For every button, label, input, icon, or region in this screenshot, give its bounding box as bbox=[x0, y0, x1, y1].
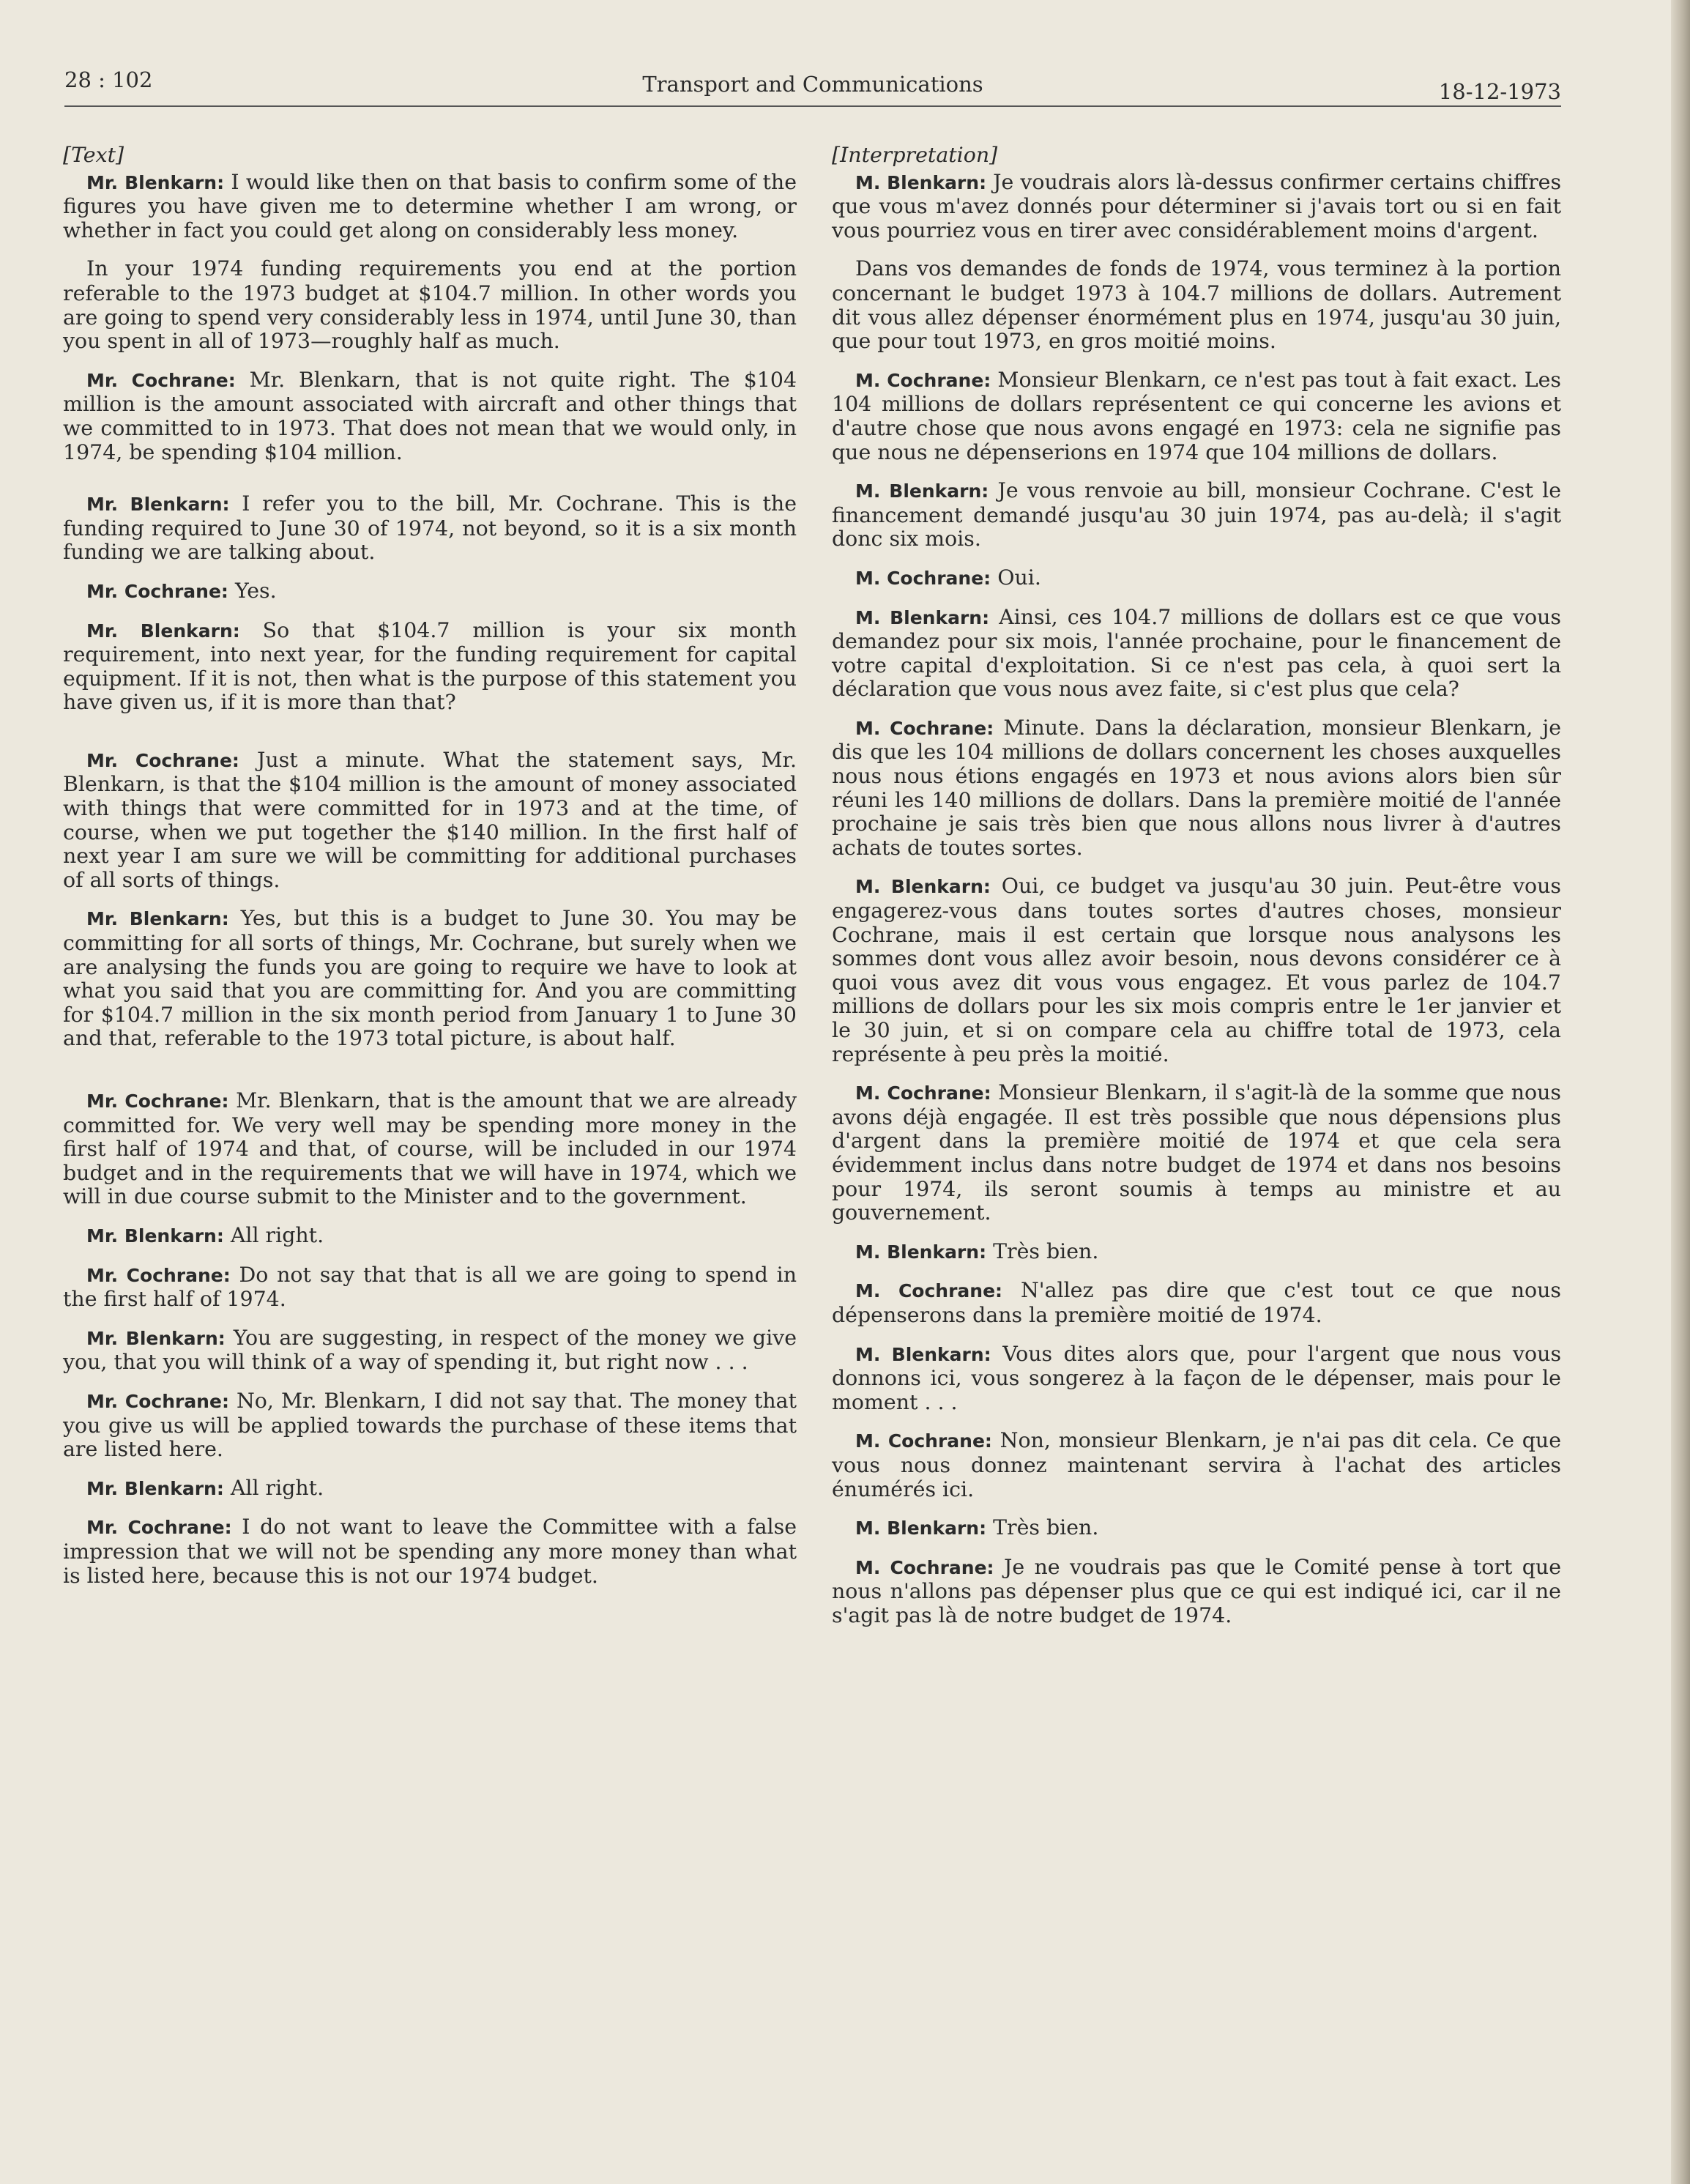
speaker: M. Blenkarn: bbox=[855, 606, 990, 628]
speech: I would like then on that basis to confirm some of the figures you have given me to determine whether I am wrong, or whether in fact you could get along on considerably less money. bbox=[63, 169, 797, 242]
speech: All right. bbox=[223, 1475, 324, 1500]
paragraph bbox=[63, 492, 797, 565]
paragraph bbox=[63, 171, 797, 243]
speech: Minute. Dans la déclaration, monsieur Blenkarn, je dis que les 104 millions de dollars concernent les choses auxquelles nous nous étions engagés en 1973 et nous avions alors bien sûr réuni les 140 millions de dollars. Dans la première moitié de l'année prochaine je sais très bien que nous allons nous livrer à d'autres achats de toutes sortes. bbox=[832, 715, 1561, 860]
speaker: Mr. Blenkarn: bbox=[86, 1477, 224, 1499]
speaker: Mr. Cochrane: bbox=[86, 1517, 232, 1539]
paragraph bbox=[63, 619, 797, 715]
speaker: M. Cochrane: bbox=[855, 1082, 991, 1104]
speech: No, Mr. Blenkarn, I did not say that. The money that you give us will be applied towards the purchase of these items that are listed here. bbox=[63, 1388, 797, 1462]
page-header bbox=[64, 63, 1561, 107]
paragraph bbox=[63, 907, 797, 1051]
speaker: M. Cochrane: bbox=[855, 1556, 994, 1578]
speech: Mr. Blenkarn, that is the amount that we are already committed for. We very well may be spending more money in the first half of 1974 and that, of course, will be included in our 1974 budget and in the requirements that we will have in 1974, which we will in due course submit to the Minister and to the government. bbox=[63, 1088, 797, 1209]
paragraph bbox=[832, 368, 1561, 464]
speaker: Mr. Cochrane: bbox=[86, 369, 236, 391]
speaker: M. Cochrane: bbox=[855, 1430, 992, 1452]
interpretation-tag: [Interpretation] bbox=[832, 143, 998, 167]
speaker: Mr. Blenkarn: bbox=[86, 1225, 224, 1247]
speech: You are suggesting, in respect of the money we give you, that you will think of a way of spending it, but right now . . . bbox=[63, 1325, 797, 1375]
speech: Très bien. bbox=[986, 1238, 1099, 1263]
header-rule bbox=[64, 105, 1561, 107]
speaker: M. Blenkarn: bbox=[855, 876, 991, 898]
speech: Dans vos demandes de fonds de 1974, vous terminez à la portion concernant le budget 1973 à 104.7 millions de dollars. Autrement dit vous allez dépenser énormément plus en 1974, jusqu'au 30 juin, que pour tout 1973, en gros moitié moins. bbox=[832, 256, 1561, 354]
speech: Just a minute. What the statement says, Mr. Blenkarn, is that the $104 million is the amount of money associated with things that were committed for in 1973 and at the time, of course, when we put together the $140 million. In the first half of next year I am sure we will be committing for additional purchases of all sorts of things. bbox=[63, 747, 797, 892]
paragraph bbox=[63, 257, 797, 353]
speech: Do not say that that is all we are going to spend in the first half of 1974. bbox=[63, 1262, 797, 1312]
paragraph bbox=[63, 1224, 797, 1249]
paragraph bbox=[832, 1081, 1561, 1225]
paragraph bbox=[832, 716, 1561, 861]
speaker: M. Cochrane: bbox=[855, 717, 994, 739]
paragraph bbox=[832, 606, 1561, 702]
speech: Monsieur Blenkarn, ce n'est pas tout à fait exact. Les 104 millions de dollars représentent ce qui concerne les avions et d'autre chose que nous avons engagé en 1973: cela ne signifie pas que nous ne dépenserions en 1974 que 104 millions de dollars. bbox=[832, 367, 1561, 464]
speech: Oui, ce budget va jusqu'au 30 juin. Peut-être vous engagerez-vous dans toutes sortes d'autres choses, monsieur Cochrane, mais il est certain que lorsque nous analysons les sommes dont vous allez avoir besoin, nous devons considérer ce à quoi vous avez dit vous vous engagez. Et vous parlez de 104.7 millions de dollars pour les six mois compris entre le 1er janvier et le 30 juin, et si on compare cela au chiffre total de 1973, cela représente à peu près la moitié. bbox=[832, 874, 1561, 1066]
speech: Je voudrais alors là-dessus confirmer certains chiffres que vous m'avez donnés pour déterminer si j'avais tort ou si en fait vous pourriez vous en tirer avec considérablement moins d'argent. bbox=[832, 169, 1562, 242]
speech: Très bien. bbox=[986, 1515, 1099, 1540]
speech: I do not want to leave the Committee with a false impression that we will not be spending any more money than what is listed here, because this is not our 1974 budget. bbox=[63, 1515, 797, 1588]
speech: Oui. bbox=[991, 565, 1041, 590]
paragraph bbox=[832, 479, 1561, 551]
speaker: M. Cochrane: bbox=[855, 1280, 1003, 1302]
paragraph bbox=[63, 1389, 797, 1462]
page-number: 28 : 102 bbox=[64, 67, 153, 92]
speaker: Mr. Blenkarn: bbox=[86, 171, 225, 193]
paragraph bbox=[63, 1477, 797, 1501]
speaker: M. Cochrane: bbox=[855, 369, 991, 391]
speaker: Mr. Cochrane: bbox=[86, 1264, 231, 1286]
speaker: Mr. Blenkarn: bbox=[86, 908, 229, 930]
speaker: M. Blenkarn: bbox=[855, 1518, 987, 1539]
speaker: M. Blenkarn: bbox=[855, 1241, 987, 1263]
paragraph bbox=[832, 566, 1561, 591]
speech: So that $104.7 million is your six month requirement, into next year, for the funding requirement for capital equipment. If it is not, then what is the purpose of this statement you have given us, if it is more than that? bbox=[63, 617, 797, 715]
speech: Je ne voudrais pas que le Comité pense à tort que nous n'allons pas dépenser plus que ce qui est indiqué ici, car il ne s'agit pas là de notre budget de 1974. bbox=[832, 1554, 1562, 1627]
speech: Je vous renvoie au bill, monsieur Cochrane. C'est le financement demandé jusqu'au 30 juin 1974, pas au-delà; il s'agit donc six mois. bbox=[832, 478, 1561, 551]
paragraph bbox=[832, 1516, 1561, 1541]
paragraph bbox=[832, 1279, 1561, 1327]
paragraph bbox=[832, 874, 1561, 1066]
paragraph bbox=[63, 1263, 797, 1312]
speech: Non, monsieur Blenkarn, je n'ai pas dit cela. Ce que vous nous donnez maintenant servira à l'achat des articles énumérés ici. bbox=[832, 1428, 1562, 1501]
speech: In your 1974 funding requirements you end at the portion referable to the 1973 budget at $104.7 million. In other words you are going to spend very considerably less in 1974, until June 30, than you spent in all of 1973—roughly half as much. bbox=[63, 256, 797, 354]
page-edge bbox=[1671, 0, 1690, 2184]
speaker: Mr. Blenkarn: bbox=[86, 1327, 226, 1349]
paragraph bbox=[63, 1326, 797, 1375]
paragraph bbox=[63, 1089, 797, 1209]
speech: Monsieur Blenkarn, il s'agit-là de la somme que nous avons déjà engagée. Il est très possible que nous dépensions plus d'argent dans la première moitié de 1974 et que cela sera évidemment inclus dans notre budget de 1974 et dans nos besoins pour 1974, ils seront soumis à temps au ministre et au gouvernement. bbox=[832, 1080, 1561, 1225]
paragraph bbox=[832, 257, 1561, 353]
text-tag: [Text] bbox=[63, 143, 124, 167]
speech: Yes, but this is a budget to June 30. You may be committing for all sorts of things, Mr. Cochrane, but surely when we are analysing the funds you are going to require we have to look at what you said that you are committing for. And you are committing for $104.7 million in the six month period from January 1 to June 30 and that, referable to the 1973 total picture, is about half. bbox=[63, 906, 797, 1051]
paragraph bbox=[63, 1515, 797, 1588]
paragraph bbox=[832, 171, 1561, 243]
paragraph bbox=[832, 1556, 1561, 1628]
paragraph bbox=[832, 1240, 1561, 1265]
speaker: Mr. Cochrane: bbox=[86, 749, 239, 771]
paragraph bbox=[63, 368, 797, 464]
page-date: 18-12-1973 bbox=[1438, 79, 1561, 104]
speech: Mr. Blenkarn, that is not quite right. The $104 million is the amount associated with aircraft and other things that we committed to in 1973. That does not mean that we would only, in 1974, be spending $104 million. bbox=[63, 367, 797, 464]
paragraph bbox=[63, 749, 797, 893]
speech: I refer you to the bill, Mr. Cochrane. This is the funding required to June 30 of 1974, not beyond, so it is a six month funding we are talking about. bbox=[63, 491, 797, 565]
speaker: Mr. Blenkarn: bbox=[86, 494, 230, 516]
speech: Yes. bbox=[228, 578, 277, 603]
speech: Ainsi, ces 104.7 millions de dollars est ce que vous demandez pour six mois, l'année prochaine, pour le financement de votre capital d'exploitation. Si ce n'est pas cela, à quoi sert la déclaration que vous nous avez faite, si c'est plus que cela? bbox=[832, 604, 1562, 702]
speaker: M. Blenkarn: bbox=[855, 1343, 991, 1365]
speaker: Mr. Cochrane: bbox=[86, 1091, 229, 1112]
speech: All right. bbox=[223, 1222, 324, 1247]
speaker: Mr. Cochrane: bbox=[86, 1390, 229, 1412]
paragraph bbox=[63, 579, 797, 604]
speech: Vous dites alors que, pour l'argent que nous vous donnons ici, vous songerez à la façon de le dépenser, mais pour le moment . . . bbox=[832, 1341, 1562, 1414]
speaker: Mr. Cochrane: bbox=[86, 580, 228, 602]
french-column bbox=[832, 144, 1561, 1642]
paragraph bbox=[832, 1429, 1561, 1501]
english-column bbox=[63, 144, 797, 1602]
speaker: M. Cochrane: bbox=[855, 567, 991, 589]
speaker: Mr. Blenkarn: bbox=[86, 620, 240, 642]
running-title: Transport and Communications bbox=[642, 72, 983, 97]
paragraph bbox=[832, 1342, 1561, 1415]
speaker: M. Blenkarn: bbox=[855, 171, 987, 193]
speech: N'allez pas dire que c'est tout ce que nous dépenserons dans la première moitié de 1974. bbox=[832, 1278, 1561, 1327]
speaker: M. Blenkarn: bbox=[855, 480, 989, 502]
